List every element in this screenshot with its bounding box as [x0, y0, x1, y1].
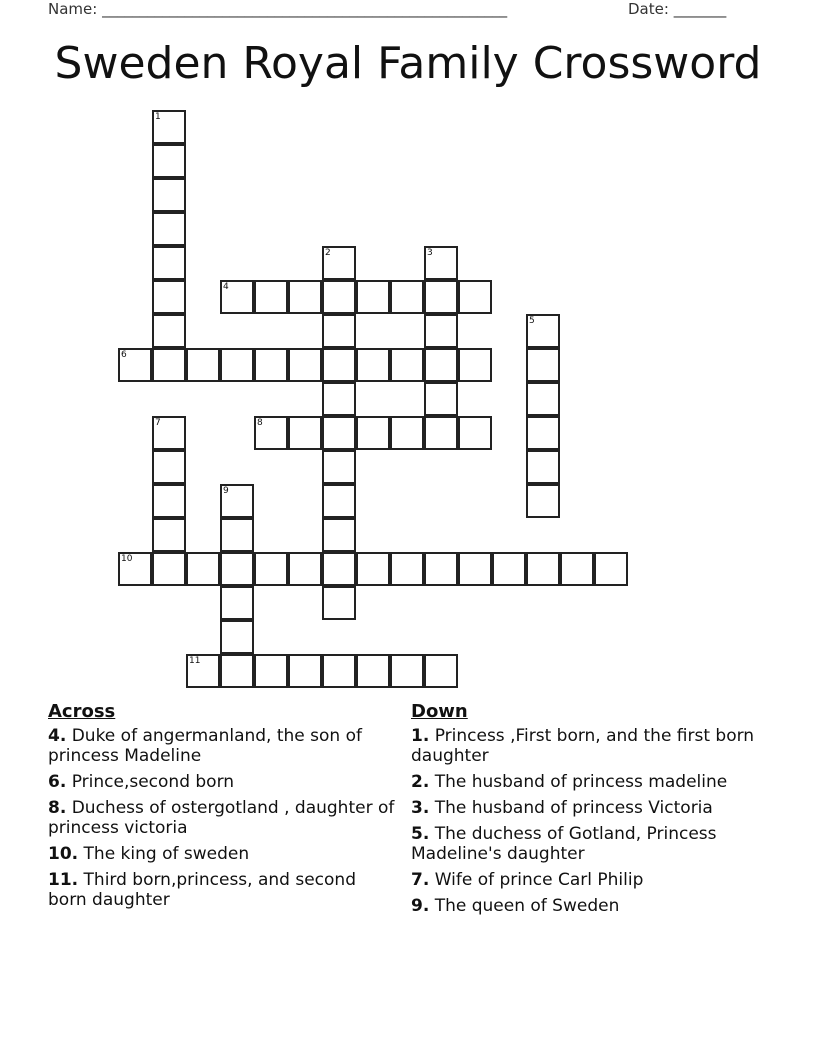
grid-cell[interactable] [526, 484, 560, 518]
grid-cell[interactable] [458, 280, 492, 314]
grid-cell[interactable] [322, 382, 356, 416]
grid-cell[interactable] [288, 348, 322, 382]
grid-cell[interactable] [424, 382, 458, 416]
clue-text: The husband of princess Victoria [434, 798, 713, 818]
grid-cell[interactable] [152, 518, 186, 552]
date-label: Date: [628, 0, 669, 18]
across-heading: Across [48, 701, 116, 722]
grid-cell[interactable] [526, 450, 560, 484]
clue-number: 10. [48, 844, 79, 864]
grid-cell[interactable] [526, 382, 560, 416]
grid-cell[interactable] [254, 654, 288, 688]
name-label: Name: [48, 0, 98, 18]
clue-number: 11. [48, 870, 79, 890]
grid-cell[interactable] [152, 484, 186, 518]
grid-cell[interactable] [220, 280, 254, 314]
grid-cell[interactable] [254, 552, 288, 586]
cell-number-11: 11 [189, 656, 201, 666]
grid-cell[interactable] [322, 484, 356, 518]
clue-number: 6. [48, 772, 67, 792]
grid-cell[interactable] [322, 586, 356, 620]
grid-cell[interactable] [526, 416, 560, 450]
grid-cell[interactable] [356, 416, 390, 450]
grid-cell[interactable] [424, 348, 458, 382]
grid-cell[interactable] [390, 552, 424, 586]
grid-cell[interactable] [526, 314, 560, 348]
grid-cell[interactable] [390, 348, 424, 382]
grid-cell[interactable] [322, 654, 356, 688]
grid-cell[interactable] [356, 280, 390, 314]
clue-text: Duke of angermanland, the son of princess Madeline [48, 726, 362, 766]
grid-cell[interactable] [152, 314, 186, 348]
grid-cell[interactable] [152, 348, 186, 382]
page-title: Sweden Royal Family Crossword [54, 38, 762, 89]
grid-cell[interactable] [356, 552, 390, 586]
grid-cell[interactable] [288, 654, 322, 688]
grid-cell[interactable] [322, 246, 356, 280]
name-line: ______________________________________________________ [102, 0, 508, 18]
grid-cell[interactable] [390, 416, 424, 450]
grid-cell[interactable] [424, 246, 458, 280]
clue-number: 1. [411, 726, 430, 746]
cell-number-3: 3 [427, 248, 433, 258]
grid-cell[interactable] [492, 552, 526, 586]
grid-cell[interactable] [220, 518, 254, 552]
grid-cell[interactable] [220, 654, 254, 688]
clue-number: 7. [411, 870, 430, 890]
grid-cell[interactable] [186, 552, 220, 586]
clue-across-11 [48, 870, 398, 910]
clue-across-10 [48, 844, 398, 864]
clue-down-7 [411, 870, 756, 890]
grid-cell[interactable] [152, 246, 186, 280]
grid-cell[interactable] [152, 280, 186, 314]
grid-cell[interactable] [288, 280, 322, 314]
grid-cell[interactable] [152, 110, 186, 144]
grid-cell[interactable] [390, 654, 424, 688]
down-heading: Down [411, 701, 468, 722]
clue-across-8 [48, 798, 398, 838]
across-clues [48, 702, 398, 916]
grid-cell[interactable] [254, 348, 288, 382]
grid-cell[interactable] [254, 280, 288, 314]
grid-cell[interactable] [152, 416, 186, 450]
cell-number-7: 7 [155, 418, 161, 428]
grid-cell[interactable] [424, 552, 458, 586]
grid-cell[interactable] [152, 212, 186, 246]
grid-cell[interactable] [118, 552, 152, 586]
clue-number: 4. [48, 726, 67, 746]
name-field[interactable] [48, 0, 507, 18]
grid-cell[interactable] [186, 654, 220, 688]
grid-cell[interactable] [458, 416, 492, 450]
down-clues [411, 702, 756, 922]
cell-number-4: 4 [223, 282, 229, 292]
clue-text: The king of sweden [83, 844, 250, 864]
clue-number: 8. [48, 798, 67, 818]
grid-cell[interactable] [458, 348, 492, 382]
grid-cell[interactable] [220, 484, 254, 518]
grid-cell[interactable] [322, 280, 356, 314]
clue-number: 5. [411, 824, 430, 844]
cell-number-6: 6 [121, 350, 127, 360]
grid-cell[interactable] [220, 348, 254, 382]
clue-number: 3. [411, 798, 430, 818]
cell-number-5: 5 [529, 316, 535, 326]
cell-number-9: 9 [223, 486, 229, 496]
clue-text: Wife of prince Carl Philip [434, 870, 644, 890]
grid-cell[interactable] [424, 416, 458, 450]
clue-down-2 [411, 772, 756, 792]
clue-number: 2. [411, 772, 430, 792]
grid-cell[interactable] [560, 552, 594, 586]
grid-cell[interactable] [152, 450, 186, 484]
clue-number: 9. [411, 896, 430, 916]
grid-cell[interactable] [118, 348, 152, 382]
clue-text: Duchess of ostergotland , daughter of princess victoria [48, 798, 395, 838]
grid-cell[interactable] [322, 348, 356, 382]
grid-cell[interactable] [322, 314, 356, 348]
grid-cell[interactable] [424, 654, 458, 688]
grid-cell[interactable] [424, 314, 458, 348]
grid-cell[interactable] [152, 552, 186, 586]
clue-down-1 [411, 726, 756, 766]
grid-cell[interactable] [220, 586, 254, 620]
cell-number-8: 8 [257, 418, 263, 428]
grid-cell[interactable] [288, 416, 322, 450]
grid-cell[interactable] [220, 552, 254, 586]
clue-down-3 [411, 798, 756, 818]
grid-cell[interactable] [322, 518, 356, 552]
grid-cell[interactable] [152, 144, 186, 178]
grid-cell[interactable] [458, 552, 492, 586]
grid-cell[interactable] [322, 450, 356, 484]
clue-text: The husband of princess madeline [434, 772, 728, 792]
grid-cell[interactable] [526, 348, 560, 382]
cell-number-1: 1 [155, 112, 161, 122]
grid-cell[interactable] [526, 552, 560, 586]
clue-down-5 [411, 824, 756, 864]
grid-cell[interactable] [220, 620, 254, 654]
grid-cell[interactable] [288, 552, 322, 586]
grid-cell[interactable] [152, 178, 186, 212]
clue-text: Princess ,First born, and the first born daughter [411, 726, 755, 766]
grid-cell[interactable] [254, 416, 288, 450]
cell-number-10: 10 [121, 554, 133, 564]
clue-text: The queen of Sweden [434, 896, 620, 916]
clue-text: Third born,princess, and second born daughter [48, 870, 356, 910]
clue-down-9 [411, 896, 756, 916]
grid-cell[interactable] [390, 280, 424, 314]
grid-cell[interactable] [356, 654, 390, 688]
grid-cell[interactable] [322, 552, 356, 586]
clue-text: The duchess of Gotland, Princess Madeline's daughter [411, 824, 717, 864]
date-field[interactable] [628, 0, 726, 18]
grid-cell[interactable] [594, 552, 628, 586]
grid-cell[interactable] [322, 416, 356, 450]
clue-text: Prince,second born [71, 772, 235, 792]
grid-cell[interactable] [186, 348, 220, 382]
grid-cell[interactable] [424, 280, 458, 314]
date-line: _______ [673, 0, 727, 18]
clue-across-6 [48, 772, 398, 792]
clue-across-4 [48, 726, 398, 766]
cell-number-2: 2 [325, 248, 331, 258]
grid-cell[interactable] [356, 348, 390, 382]
